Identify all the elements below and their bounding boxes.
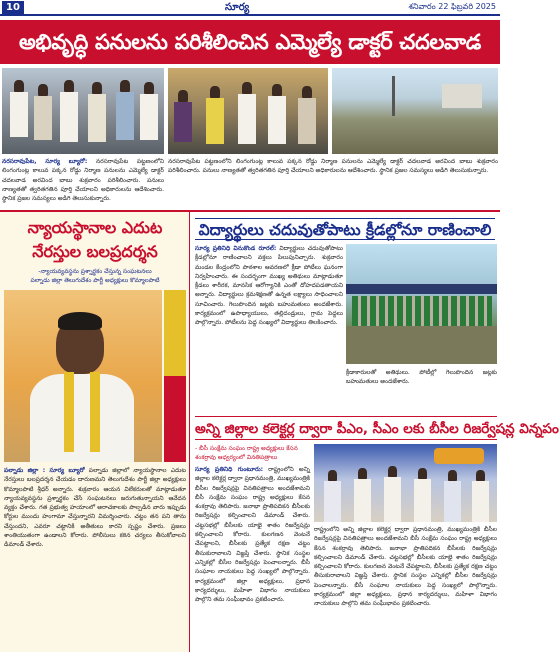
collector-dateline: సూర్య ప్రతినిధి గుంటూరు: <box>195 466 264 473</box>
lead-body-text: నరసరావుపేట పట్టణంలోని లింగంగుంట్ల కాలువ పక్కన రోడ్డు నిర్మాణ పనులను ఎమ్మెల్యే డాక్టర్ చదలవాడ అరవింద బాబు శుక్రవారం పరిశీలించారు. పనులు నాణ్యతతో త్వరితగతిన పూర్తి చేయాలని అధికారులను ఆదేశించారు. స్థానిక ప్రజల సమస్యలు అడిగి తెలుసుకున్నారు. <box>2 158 164 203</box>
collector-photo <box>314 444 497 522</box>
collector-story-body <box>195 465 310 641</box>
left-story-headline-line2: నేరస్తుల బలప్రదర్శన <box>32 242 158 261</box>
lead-story-body <box>2 157 164 209</box>
collector-headline: అన్ని జిల్లాల కలెక్టర్ల ద్వారా పీఎం, సీఎం లకు బీసీల రిజర్వేషన్ల విన్నపం <box>195 416 497 440</box>
lead-photo-2 <box>168 68 328 154</box>
left-story-flag-strip <box>164 290 186 462</box>
sports-story-body <box>195 244 343 412</box>
collector-subhead-2: శంకర్రావు ఆధ్వర్యంలో వినతిపత్రాలు <box>195 454 278 461</box>
lead-body-text-continued: నరసరావుపేట పట్టణంలోని లింగంగుంట్ల కాలువ పక్కన రోడ్డు నిర్మాణ పనులను ఎమ్మెల్యే డాక్టర్ చదలవాడ అరవింద బాబు శుక్రవారం పరిశీలించారు. పనులు నాణ్యతతో త్వరితగతిన పూర్తి చేయాలని అధికారులను ఆదేశించారు. స్థానిక ప్రజల సమస్యలు అడిగి తెలుసుకున్నారు. <box>168 158 498 175</box>
lead-headline: అభివృద్ధి పనులను పరిశీలించిన ఎమ్మెల్యే డాక్టర్ చదలవాడ <box>0 20 500 64</box>
lead-dateline: నరసరావుపేట, సూర్య బ్యూరో: <box>2 158 88 165</box>
collector-body-text-continued: రాష్ట్రంలోని అన్ని జిల్లాల కలెక్టర్ల ద్వారా ప్రధానమంత్రి, ముఖ్యమంత్రికి బీసీల రిజర్వేషన్లపై వినతిపత్రాలు అందజేశామని బీసీ సంక్షేమ సంఘం రాష్ట్ర అధ్యక్షులు కేసన శంకర్రావు తెలిపారు. జనాభా ప్రాతిపదికన బీసీలకు రిజర్వేషన్లు కల్పించాలని డిమాండ్ చేశారు. చట్టసభల్లో బీసీలకు యాభై శాతం రిజర్వేషన్లు కల్పించాలని కోరారు. కులగణన వెంటనే చేపట్టాలని, బీసీలకు ప్రత్యేక రక్షణ చట్టం తీసుకురావాలని విజ్ఞప్తి చేశారు. స్థానిక సంస్థల ఎన్నికల్లో బీసీల రిజర్వేషన్లు పెంచాలన్నారు. బీసీ సంఘాల నాయకులు పెద్ద సంఖ్యలో పాల్గొన్నారు. కార్యక్రమంలో జిల్లా అధ్యక్షులు, ప్రధాన కార్యదర్శులు, మహిళా విభాగం నాయకులు పాల్గొని తమ సంఘీభావం ప్రకటించారు. <box>314 526 497 608</box>
sports-body-text: విద్యార్థులు చదువుతోపాటు క్రీడల్లోనూ రాణించాలని వక్తలు పిలుపునిచ్చారు. శుక్రవారం మండల కేంద్రంలోని పాఠశాల ఆవరణలో క్రీడా పోటీలు ఘనంగా నిర్వహించారు. ఈ సందర్భంగా ముఖ్య అతిథులు మాట్లాడుతూ క్రీడలు శారీరక, మానసిక ఆరోగ్యానికి ఎంతో దోహదపడతాయని అన్నారు. విద్యార్థులు క్రమశిక్షణతో ఉన్నత లక్ష్యాలు సాధించాలని సూచించారు. గెలుపొందిన జట్లకు బహుమతులు అందజేశారు. కార్యక్రమంలో ఉపాధ్యాయులు, తల్లిదండ్రులు, గ్రామ పెద్దలు పాల్గొన్నారు. పోటీలను పెద్ద సంఖ్యలో విద్యార్థులు తిలకించారు. <box>195 245 343 327</box>
lead-story-body-2 <box>168 157 498 209</box>
collector-subhead-1: - బీసీ సంక్షేమ సంఘం రాష్ట్ర అధ్యక్షులు కేసన <box>195 445 298 452</box>
collector-body-text: రాష్ట్రంలోని అన్ని జిల్లాల కలెక్టర్ల ద్వారా ప్రధానమంత్రి, ముఖ్యమంత్రికి బీసీల రిజర్వేషన్లపై వినతిపత్రాలు అందజేశామని బీసీ సంక్షేమ సంఘం రాష్ట్ర అధ్యక్షులు కేసన శంకర్రావు తెలిపారు. జనాభా ప్రాతిపదికన బీసీలకు రిజర్వేషన్లు కల్పించాలని డిమాండ్ చేశారు. చట్టసభల్లో బీసీలకు యాభై శాతం రిజర్వేషన్లు కల్పించాలని కోరారు. కులగణన వెంటనే చేపట్టాలని, బీసీలకు ప్రత్యేక రక్షణ చట్టం తీసుకురావాలని విజ్ఞప్తి చేశారు. స్థానిక సంస్థల ఎన్నికల్లో బీసీల రిజర్వేషన్లు పెంచాలన్నారు. బీసీ సంఘాల నాయకులు పెద్ద సంఖ్యలో పాల్గొన్నారు. కార్యక్రమంలో జిల్లా అధ్యక్షులు, ప్రధాన కార్యదర్శులు, మహిళా విభాగం నాయకులు పాల్గొని తమ సంఘీభావం ప్రకటించారు. <box>195 466 310 604</box>
sports-headline: విద్యార్థులు చదువుతోపాటు క్రీడల్లోనూ రాణించాలి <box>195 218 495 240</box>
sports-caption: క్రీడాకారులతో అతిథులు. పోటీల్లో గెలుపొందిన జట్లకు బహుమతులు అందజేశారు. <box>346 369 497 386</box>
collector-story-body-2 <box>314 525 497 641</box>
newspaper-brand: సూర్య <box>225 2 250 13</box>
left-story-portrait <box>4 290 162 462</box>
left-story-dateline: పల్నాడు జిల్లా : సూర్య బ్యూరో <box>4 467 85 474</box>
left-story-body <box>4 466 186 638</box>
left-story-headline-line1: న్యాయస్థానాల ఎదుట <box>27 218 163 237</box>
lead-photo-3 <box>332 68 498 154</box>
sports-photo <box>346 244 497 364</box>
page-number: 10 <box>2 1 24 14</box>
left-story-subhead-2: పల్నాడు జిల్లా తెలుగుదేశం పార్టీ అధ్యక్షులు కొమ్మాలపాటి <box>30 277 160 284</box>
sports-dateline: సూర్య ప్రతినిధి వినుకొండ రూరల్: <box>195 245 277 252</box>
left-story-subhead-1: -న్యాయవ్యవస్థను ప్రశ్నార్థకం చేస్తున్న సంఘటనలు <box>38 268 152 275</box>
issue-date: శనివారం 22 ఫిబ్రవరి 2025 <box>408 2 496 11</box>
lead-photo-1 <box>2 68 164 154</box>
left-story-body-text: పల్నాడు జిల్లాలో న్యాయస్థానాల ఎదుట నేరస్తులు బలప్రదర్శన చేయడం దారుణమని తెలుగుదేశం పార్టీ జిల్లా అధ్యక్షులు కొమ్మాలపాటి శ్రీధర్ అన్నారు. శుక్రవారం ఆయన విలేకరులతో మాట్లాడుతూ న్యాయవ్యవస్థను ప్రశ్నార్థకం చేసే సంఘటనలు జరుగుతున్నాయని ఆవేదన వ్యక్తం చేశారు. గత ప్రభుత్వ హయాంలో అరాచకాలకు పాల్పడిన వారు ఇప్పుడు కోర్టుల ముందు హంగామా చేస్తున్నారని విమర్శించారు. చట్టం తన పని తాను చేస్తుందని, ఎవరూ చట్టానికి అతీతులు కారని స్పష్టం చేశారు. ప్రజలు శాంతియుతంగా ఉండాలని కోరారు. పోలీసులు కఠిన చర్యలు తీసుకోవాలని డిమాండ్ చేశారు. <box>4 467 186 549</box>
